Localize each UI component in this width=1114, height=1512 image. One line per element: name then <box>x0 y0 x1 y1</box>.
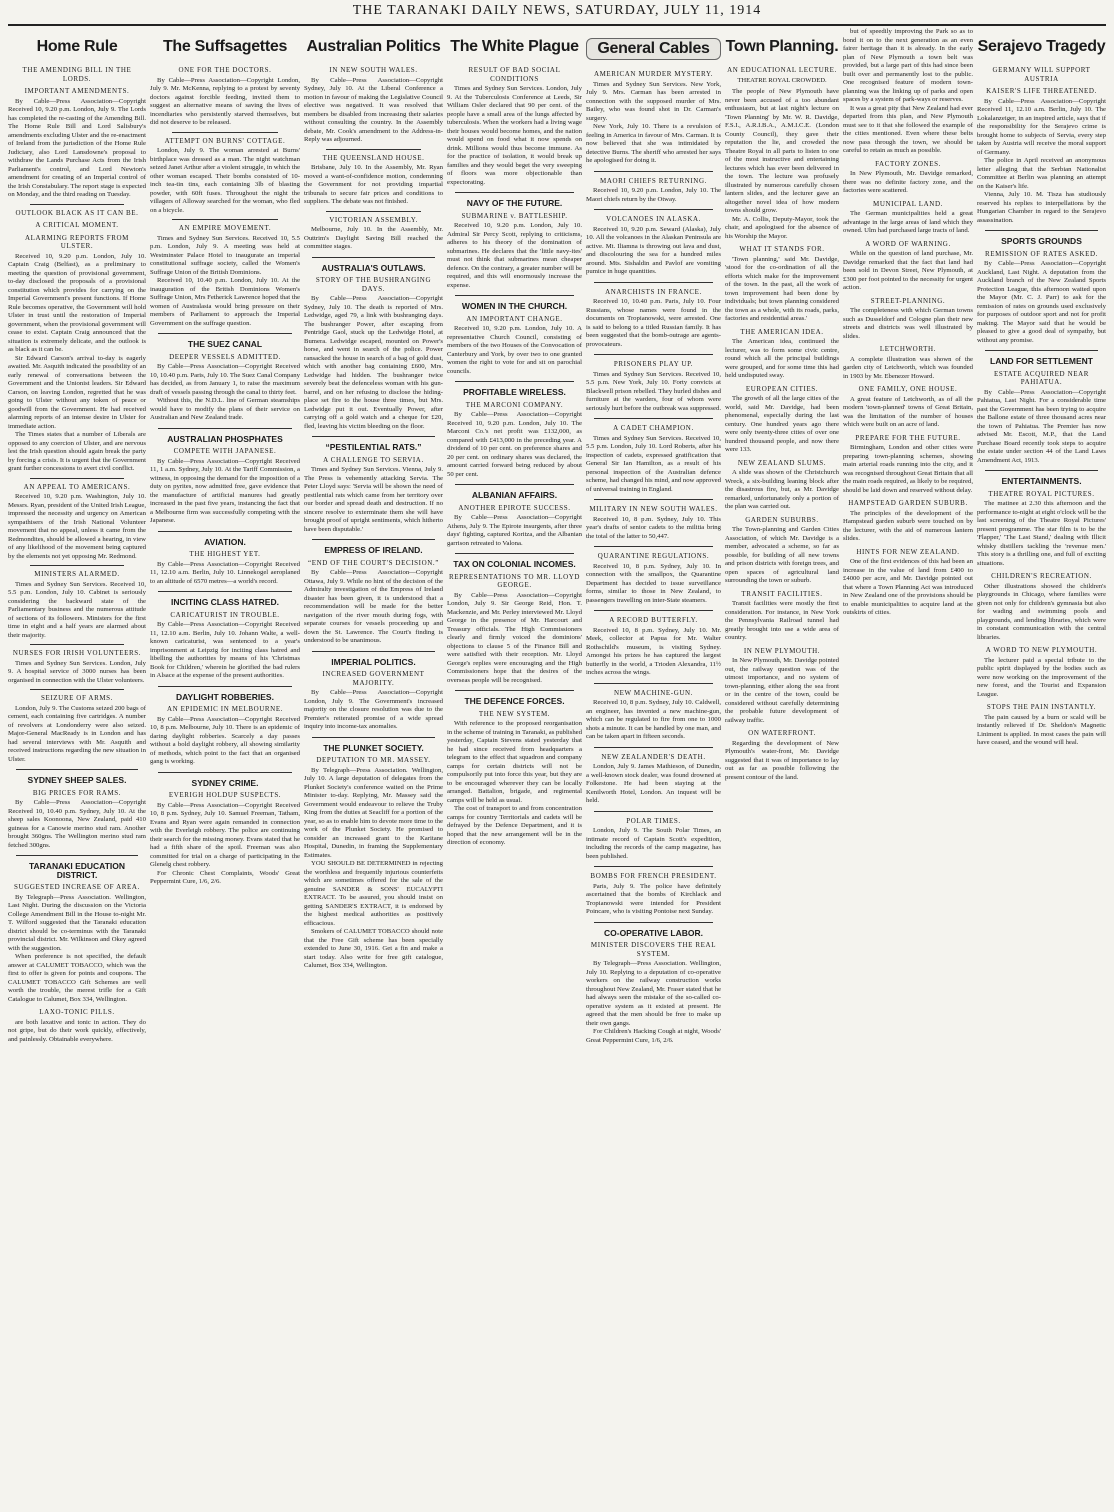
subheading: THE AMERICAN IDEA. <box>740 327 824 336</box>
subheading: HINTS FOR NEW ZEALAND. <box>856 547 960 556</box>
article-paragraph: Paris, July 9. The police have definitely ascertained that the bombs of Kirchlack and Tropianowski were intended for President Poincare, who is visiting Pontoise next Sunday. <box>586 882 721 915</box>
article-paragraph: Transit facilities were mostly the first consideration. For instance, in New York the Pennsylvania Railroad tunnel had greatly brought into use a wide area of country. <box>725 600 839 641</box>
divider <box>594 683 713 684</box>
article-paragraph: By Telegraph—Press Association. Wellington, Last Night. During the discussion on the Victoria College Amendment Bill in the House to-night Mr. T. Wilford suggested that the Taranaki education district should be co-terminus with the Taranaki provincial district. Mr. Wilkinson and Okey agreed with the suggestion. <box>8 893 146 952</box>
divider <box>594 171 713 172</box>
divider <box>312 436 435 437</box>
subheading: THEATRE ROYAL PICTURES. <box>988 489 1095 498</box>
article-paragraph: London, July 9. The Customs seized 200 bags of cement, each containing five cartridges. A number of revolvers at Londonderry were also seized. Major-General MacReady is in London and has had several interviews with Mr. Asquith and received instructions regarding the new situation in Ulster. <box>8 704 146 763</box>
column-1 <box>8 28 146 1506</box>
column-7 <box>843 28 973 1506</box>
masthead-rule <box>8 24 1106 26</box>
subheading: A WORD TO NEW PLYMOUTH. <box>985 646 1098 654</box>
article-paragraph: By Cable—Press Association—Copyright Received 11, 12.10 a.m. Berlin, July 10. Linnekogel aeroplaned to an altitude of 6570 metres—a world's record. <box>150 560 300 585</box>
article-paragraph: By Cable—Press Association—Copyright Received 11, 12.10 a.m. Berlin, July 10. The Lokalanzeiger, in an inspired article, says that if the responsibility for the Serajevo crime is brought home to subjects of Servia, every step taken by Austria will receive the moral support of Germany. <box>977 97 1106 156</box>
article-paragraph: By Cable—Press Association—Copyright Sydney, July 10. At the Liberal Conference a motion in favour of making the Legislative Council elective was negatived. It was resolved that members be disabled from increasing their salaries without consulting the country. In the Assembly debate, Mr. Cook's amendment to the Address-in-Reply was adjourned. <box>304 76 443 143</box>
divider <box>30 644 124 645</box>
subheading: VOLCANOES IN ALASKA. <box>605 215 702 223</box>
divider <box>16 769 138 770</box>
section-heading: WOMEN IN THE CHURCH. <box>461 301 568 311</box>
subheading: MUNICIPAL LAND. <box>873 199 943 208</box>
section-heading: INCITING CLASS HATRED. <box>171 597 279 607</box>
divider <box>312 737 435 738</box>
column-5 <box>586 28 721 1506</box>
subheading: TRANSIT FACILITIES. <box>741 589 823 598</box>
article-paragraph: The principles of the development of the Hampstead garden suburb were touched on by the lecturer, with the aid of numerous lantern slides. <box>843 509 973 542</box>
article-paragraph: The Town-planning and Garden Cities Association, of which Mr. Davidge is a member, advocated a scheme, so far as possible, for building of all new towns and prison districts with foreign trees, and open spaces of agricultural land surrounding the town or suburb. <box>725 526 839 584</box>
article-paragraph: Received 10, 8 p.m. Sydney, July 10. In connection with the smallpox, the Quarantine Department has decided to issue surveillance forms, similar to those in New Zealand, to passengers travelling on inter-State steamers. <box>586 562 721 604</box>
article-paragraph: By Cable—Press Association—Copyright Received 10, 9.20 p.m. London, July 10. The Marconi Co.'s net profit was £132,000, as compared with £413,000 in the preceding year. A dividend of 10 per cent. on preference shares and 20 per cent. on ordinary shares was declared, the amount carried forward being reduced by about 50 per cent. <box>447 411 582 478</box>
article-paragraph: Received 10, 9.20 p.m. London, July 10. The Maori chiefs return by the Otway. <box>586 187 721 203</box>
subheading: THE QUEENSLAND HOUSE. <box>322 153 425 162</box>
article-paragraph: By Cable—Press Association—Copyright London, July 9. Mr. McKenna, replying to a protest by seventy doctors against forcible feeding, invited them to suggest an alternative means of saving the lives of incendiaries who persistently starved themselves, but did not deserve to be released. <box>150 76 300 126</box>
subheading: STOPS THE PAIN INSTANTLY. <box>986 703 1097 711</box>
divider <box>30 689 124 690</box>
article-paragraph: By Cable—Press Association—Copyright London, July 9. Sir George Reid, Hon. T. Mackenzie, and Mr. Perley interviewed Mr. Lloyd George in the presence of Mr. Harcourt and Treasury officials. The High Commissioners clearly and firmly voiced the dominions' objections to clause 5 of the Finance Bill and were satisfied with their reception. Mr. Lloyd George's replies were encouraging and the High Commissioners hope that the desires of the overseas people will be recognised. <box>447 591 582 684</box>
subheading: ONE FOR THE DOCTORS. <box>178 66 272 74</box>
article-paragraph: Times and Sydney Sun Services. Received 10, 5.5 p.m. London, July 9. A meeting was held at Westminster Palace Hotel to inaugurate an imperial constitutional suffrage society, called the Women's Suffrage Union of the British Dominions. <box>150 234 300 276</box>
subheading: EUROPEAN CITIES. <box>745 384 819 393</box>
article-paragraph: By Cable—Press Association—Copyright London, July 9. The Government's increased majority on the closure resolution was due to the Premier's reiterated promise of a wide spread inquiry into income-tax anomalies. <box>304 689 443 730</box>
article-paragraph: By Cable—Press Association—Copyright Pahiatua, Last Night. For a considerable time past the Government has been trying to acquire the Ballone estate of three thousand acres near the town of Pahiatua. The Premier has now advised Mr. Escott, M.P., that the Land Purchase Board recently took steps to acquire the estate under section 44 of the Land Laws Amendment Act, 1913. <box>977 388 1106 464</box>
article-paragraph: Times and Sydney Sun Services. New York, July 9. Mrs. Carman has been arrested in connection with the supposed murder of Mrs. Bailey, who was found shot in Dr. Carman's surgery. <box>586 80 721 122</box>
column-headline: Home Rule <box>36 38 118 55</box>
divider <box>158 428 292 429</box>
article-paragraph: Times and Sydney Sun Services. Received 10, 5.5 p.m. New York, July 10. Forty convicts at Blackwell prison rebelled. They hurled dishes and furniture at the warders, four of whom were seriously hurt before the outbreak was suppressed. <box>586 370 721 412</box>
column-headline: General Cables <box>586 38 721 60</box>
article-paragraph: Received 10, 9.20 p.m. London, July 10. Admiral Sir Percy Scott, replying to criticisms, adheres to his theory of the domination of submarines. He declares that the 'little navy-ites' must not think that submarines mean cheaper defence. On the contrary, a greater number will be required, and this will enormously increase the expense. <box>447 222 582 289</box>
article-paragraph: The Times states that a number of Liberals are opposed to any coercion of Ulster, and are nervous lest the Irish question should again break the party by forcing a crisis. It is urgent that the Government grant further concessions to avert civil conflict. <box>8 431 146 472</box>
article-paragraph: Vienna, July 10. M. Tisza has studiously reserved his replies to interpellations by the Hungarian Chamber in regard to the Serajevo assassination. <box>977 191 1106 224</box>
article-paragraph: It was a great pity that New Zealand had ever departed from this plan, and New Plymouth must see to it that she followed the example of the cities mentioned. Even where these belts now pass through the town, we should be careful to retain as much as possible. <box>843 104 973 154</box>
subheading: A CADET CHAMPION. <box>613 424 694 432</box>
column-headline: Australian Politics <box>306 38 441 55</box>
article-paragraph: The growth of all the large cities of the world, said Mr. Davidge, had been phenomenal, especially during the last century. One hundred years ago there were only twenty-three cities of over one hundred thousand people, and now there were 133. <box>725 395 839 453</box>
section-heading: THE DEFENCE FORCES. <box>464 696 565 706</box>
divider <box>985 230 1098 231</box>
column-4 <box>447 28 582 1506</box>
divider <box>455 484 574 485</box>
section-heading: LAND FOR SETTLEMENT <box>990 356 1093 366</box>
subheading: LETCHWORTH. <box>879 345 937 353</box>
article-paragraph: By Telegraph—Press Association. Wellington, July 10. A large deputation of delegates from the Plunket Society's conference waited on the Prime Minister to-day. Replying, Mr. Massey said the Government would endeavour to relieve the Truby King from the duties at Seacliff for a portion of the year, so as to enable him to devote more time to the work of the Plunket Society. He promised to consider an increased grant to the Karitane Hospital, Dunedin, in framing the Supplementary Estimates. <box>304 766 443 859</box>
subheading: A CHALLENGE TO SERVIA. <box>323 455 424 464</box>
article-paragraph: Birmingham, London and other cities were preparing town-planning schemes, showing main arterial roads running into the city, and it was recognised throughout Great Britain that all the main roads required, as likely to be required, should be laid down and reserved without delay. <box>843 444 973 494</box>
article-paragraph: Times and Sydney Sun Services. London, July 9. A hospital service of 3000 nurses has been organised in connection with the Ulster volunteers. <box>8 659 146 684</box>
divider <box>326 149 421 150</box>
subheading: RESULT OF BAD SOCIAL CONDITIONS <box>468 66 561 83</box>
subheading: AN EMPIRE MOVEMENT. <box>178 224 272 232</box>
subheading: WHAT IT STANDS FOR. <box>739 245 825 253</box>
column-3 <box>304 28 443 1506</box>
divider <box>985 350 1098 351</box>
subheading: NEW MACHINE-GUN. <box>613 688 694 697</box>
subheading: STORY OF THE BUSHRANGING DAYS. <box>315 276 432 293</box>
section-heading: SPORTS GROUNDS <box>1001 236 1082 246</box>
subheading: ANARCHISTS IN FRANCE. <box>605 287 702 296</box>
article-paragraph: Times and Sydney Sun Services. London, July 9. At the Tuberculosis Conference at Leeds, Sir William Osler declared that 90 per cent. of the people have a small area of the lungs affected by tuberculosis. When the workers had a living wage their houses would become homes, and the nation would spend on food what it now spends on drink. Millions would thus become immune. As for the practice of isolation, it would break up families and they would beget the very sweeping of floors was more objectionable than expectorating. <box>447 85 582 186</box>
subheading: SUGGESTED INCREASE OF AREA. <box>14 883 140 891</box>
subheading: A CRITICAL MOMENT. <box>35 221 119 229</box>
subheading: AN IMPORTANT CHANGE. <box>466 314 563 323</box>
article-paragraph: YOU SHOULD BE DETERMINED in rejecting the worthless and frequently injurious counterfeits which are sometimes offered for the sale of the genuine SANDER & SONS' EUCALYPTI EXTRACT. To be assured, you should insist on getting SANDER'S EXTRACT, it is endorsed by the highest medical authorities as positively efficacious. <box>304 860 443 927</box>
article-paragraph: The German municipalities held a great advantage in the large areas of land which they owned. Ulm had purchased large tracts of land. <box>843 210 973 234</box>
subheading: GARDEN SUBURBS. <box>745 515 819 524</box>
article-paragraph: By Cable—Press Association—Copyright Received 10, 8 p.m. Melbourne, July 10. There is an epidemic of daring daylight robberies. Scarcely a day passes without a bold daylight robbery, all showing similarity of methods, which point to the fact that an organised gang is working. <box>150 715 300 765</box>
subheading: ON WATERFRONT. <box>748 729 816 737</box>
subheading: BIG PRICES FOR RAMS. <box>32 788 122 797</box>
subheading: ALARMING REPORTS FROM ULSTER. <box>25 233 129 250</box>
divider <box>594 747 713 748</box>
article-paragraph: Received 10, 8 p.m. Sydney, July 10. Mr. Meek, collector at Papua for Mr. Walter Rothschild's museum, is visiting Sydney. Amongst his prizes he has captured the largest butterfly in the world, a Trioden Alexandra, 11½ inches across the wings. <box>586 626 721 676</box>
article-paragraph: By Cable—Press Association—Copyright Ottawa, July 9. While no hint of the decision of the Admiralty investigation of the Empress of Ireland disaster has been given, it is understood that a recommendation will be made for the better navigation of the river mouth during fogs, with separate courses for vessels proceeding up and down the St. Lawrence. The Court's finding is understood to be unanimous. <box>304 569 443 644</box>
subheading: COMPETE WITH JAPANESE. <box>173 447 277 455</box>
subheading: ATTEMPT ON BURNS' COTTAGE. <box>164 136 286 145</box>
subheading: MAORI CHIEFS RETURNING. <box>600 176 707 185</box>
section-heading: AVIATION. <box>204 536 246 547</box>
subheading: CARICATURIST IN TROUBLE. <box>170 610 280 619</box>
article-paragraph: A slide was shown of the Christchurch Wreck, a six-building leaning block after the disastrous fire, but, as Mr. Davidge remarked, unfortunately only a portion of the plan was carried out. <box>725 469 839 510</box>
article-paragraph: Received 10, 9.20 p.m. Seward (Alaska), July 10. All the volcanoes in the Alaskan Peninsula are active. Mt. Iliamna is throwing out lava and dust, and discolouring the sea for a hundred miles around. Mts. Sishaldin and Pavlof are vomiting pumice in huge quantities. <box>586 225 721 275</box>
divider <box>455 690 574 691</box>
subheading: IN NEW SOUTH WALES. <box>329 66 418 74</box>
column-headline: The White Plague <box>450 38 579 55</box>
subheading: MINISTERS ALARMED. <box>34 570 120 578</box>
divider <box>158 531 292 532</box>
subheading: THE AMENDING BILL IN THE LORDS. <box>22 66 132 83</box>
divider <box>985 470 1098 471</box>
article-paragraph: A complete illustration was shown of the garden city of Letchworth, which was founded in 1903 by Mr. Ebenezer Howard. <box>843 355 973 380</box>
subheading: QUARANTINE REGULATIONS. <box>597 552 710 560</box>
article-paragraph: Received 10, 8 p.m. Sydney, July 10. This year's drafts of senior cadets to the militia bring the total of the latter to 50,447. <box>586 515 721 540</box>
divider <box>16 855 138 856</box>
subheading: SUBMARINE v. BATTLESHIP. <box>461 211 568 220</box>
subheading: THE MARCONI COMPANY. <box>465 400 564 409</box>
subheading: FACTORY ZONES. <box>875 159 941 168</box>
subheading: A WORD OF WARNING. <box>865 239 951 248</box>
article-paragraph: Melbourne, July 10. In the Assembly, Mr. Outtrim's Daylight Saving Bill reached the committee stages. <box>304 226 443 250</box>
divider <box>594 866 713 867</box>
article-paragraph: In New Plymouth, Mr. Davidge remarked, there was no definite factory zone, and the factories were scattered. <box>843 170 973 194</box>
subheading: EVERIGH HOLDUP SUSPECTS. <box>168 791 282 799</box>
article-paragraph: For Children's Hacking Cough at night, Woods' Great Peppermint Cure, 1/6, 2/6. <box>586 1028 721 1044</box>
divider <box>455 295 574 296</box>
subheading: THE NEW SYSTEM. <box>478 709 551 718</box>
divider <box>172 132 278 133</box>
subheading: THE HIGHEST YET. <box>189 550 261 558</box>
article-paragraph: The people of New Plymouth have never been accused of a too abundant enthusiasm, but at last night's lecture on 'Town Planning' by Mr. W. R. Davidge, F.S.I., A.R.I.B.A., A.M.I.C.E. (London County Council), they gave their reputation the lie, and crowded the Theatre Royal in all parts to listen to one of the most instructive and entertaining lectures which has ever been delivered in the town. The lecture was profusely illustrated by numerous carefully chosen lantern slides, and the lecturer gave an altogether novel idea of how modern towns should grow. <box>725 88 839 214</box>
subheading: MILITARY IN NEW SOUTH WALES. <box>589 505 718 513</box>
divider <box>594 546 713 547</box>
subheading: REMISSION OF RATES ASKED. <box>984 249 1099 258</box>
section-heading: ENTERTAINMENTS. <box>1001 476 1082 486</box>
section-heading: TARANAKI EDUCATION DISTRICT. <box>28 861 125 880</box>
article-paragraph: Smokers of CALUMET TOBACCO should note that the Free Gift scheme has been specially extended to June 30, 1916. Get a fin and make a start today. Also write for free gift catalogue, Calumet, Box 334, Wellington. <box>304 928 443 969</box>
subheading: ANOTHER EPIROTE SUCCESS. <box>458 503 571 512</box>
subheading: NEW ZEALANDER'S DEATH. <box>601 752 706 761</box>
article-paragraph: A great feature of Letchworth, as of all the modern 'town-planned' towns of Great Britain, was the limitation of the number of houses which were built on an acre of land. <box>843 395 973 428</box>
divider <box>312 257 435 258</box>
column-8 <box>977 28 1106 1506</box>
divider <box>30 565 124 566</box>
article-paragraph: The matinee at 2.30 this afternoon and the performance to-night at eight o'clock will be the last screening of the Theatre Royal Pictures' present programme. The star film is to be the 'Flapper,' 'The Last Stand,' dealing with Illicit whisky distillers tackling the 'revenue men.' This story is a thrilling one, and full of exciting situations. <box>977 500 1106 567</box>
subheading: AN EPIDEMIC IN MELBOURNE. <box>166 705 284 713</box>
article-paragraph: Regarding the development of New Plymouth's water-front, Mr. Davidge suggested that it was of importance to lay out as far as possible following the present contour of the land. <box>725 739 839 781</box>
subheading: BOMBS FOR FRENCH PRESIDENT. <box>590 872 717 880</box>
article-paragraph: Without this, the N.D.L. line of German steamships would have to modify the plans of their service on Australian and New Zealand trade. <box>150 397 300 421</box>
subheading: NEW ZEALAND SLUMS. <box>737 458 827 467</box>
article-paragraph: By Cable—Press Association—Copyright Received 11, 12.10 a.m. Berlin, July 10. Johann Walte, a well-known caricaturist, was sentenced to a year's imprisonment at Leipzig for inciting class hatred and libelling the authorities by means of his 'Christmas Book for Children,' wherein he glorified the bad rulers in Alsace at the expense of the present authorities. <box>150 621 300 679</box>
article-paragraph: One of the first evidences of this had been an increase in the value of land from £400 to £4000 per acre, and Mr. Davidge pointed out that where a Town Planning Act was introduced in New Zealand one of the provisions should be to enable municipalities to acquire land at the outskirts of cities. <box>843 558 973 616</box>
divider <box>455 553 574 554</box>
article-paragraph: By Cable—Press Association—Copyright Auckland, Last Night. A deputation from the Auckland branch of the New Zealand Sports Protection League, this afternoon waited upon the Mayor (Mr. C. J. Parr) to ask for the remission of rates on grounds used exclusively for purposes of outdoor sport and not for profit making. The Mayor said that he would be pleased to give a good deal of sympathy, but without any promise. <box>977 260 1106 344</box>
subheading: HAMPSTEAD GARDEN SUBURB. <box>848 499 968 507</box>
subheading: IMPORTANT AMENDMENTS. <box>24 87 130 95</box>
subheading: STREET-PLANNING. <box>870 296 946 305</box>
divider <box>172 219 278 220</box>
divider <box>594 418 713 419</box>
article-paragraph: By Cable—Press Association—Copyright Athens, July 9. The Epirote insurgents, after three days' fighting, captured Koritza, and the Albanian garrison retreated to Valona. <box>447 514 582 547</box>
section-heading: PROFITABLE WIRELESS. <box>463 387 566 397</box>
article-paragraph: London, July 9. James Mathieson, of Dunedin, a well-known stock dealer, was found drowned at Folkestone. He had been staying at the Kenilworth Hotel, London. An inquest will be held. <box>586 763 721 804</box>
subheading: PRISONERS PLAY UP. <box>613 360 694 368</box>
divider <box>594 282 713 283</box>
section-heading: THE PLUNKET SOCIETY. <box>323 742 424 753</box>
section-heading: THE SUEZ CANAL <box>187 339 263 349</box>
column-6 <box>725 28 839 1506</box>
article-paragraph: Received 10, 8 p.m. Sydney, July 10. Caldwell, an engineer, has invented a new machine-gun, which can be regulated to fire from one to 1000 shots a minute. It can be handled by one man, and can be taken apart in fifteen seconds. <box>586 699 721 740</box>
subheading: ONE FAMILY, ONE HOUSE. <box>858 385 958 393</box>
article-paragraph: 'Town planning,' said Mr. Davidge, 'stood for the co-ordination of all the efforts which make for the improvement of the town. In the past, all the work of town improvement had been done by individuals; but town planning considered the town as a whole, with its roads, parks, factories and residential areas.' <box>725 255 839 322</box>
section-heading: TAX ON COLONIAL INCOMES. <box>453 559 576 569</box>
article-paragraph: Brisbane, July 10. In the Assembly, Mr. Ryan moved a want-of-confidence motion, condemning the Government for not providing impartial tribunals to secure fair prices and conditions to suppliers. The debate was not finished. <box>304 164 443 205</box>
article-paragraph: While on the question of land purchase, Mr. Davidge remarked that the fact that land had been sold in Devon Street, New Plymouth, at £300 per foot pointed to the necessity for urgent action. <box>843 250 973 291</box>
divider <box>158 333 292 334</box>
column-2 <box>150 28 300 1506</box>
section-heading: CO-OPERATIVE LABOR. <box>603 927 703 938</box>
subheading: MINISTER DISCOVERS THE REAL SYSTEM. <box>590 941 717 958</box>
article-paragraph: London, July 9. The woman arrested at Burns' birthplace was dressed as a man. The night watchman seized Janet Arthur after a violent struggle, in which the other woman escaped. Their bombs consisted of 10-inch tea-tin tins, each containing 3lb of blasting powder, with 60ft fuses. Throughout the night the villagers of Alloway searched for the woman, who fled on a bicycle. <box>150 147 300 214</box>
divider <box>594 922 713 923</box>
subheading: PREPARE FOR THE FUTURE. <box>855 433 961 442</box>
subheading: IN NEW PLYMOUTH. <box>743 646 821 655</box>
article-paragraph: The lecturer paid a special tribute to the public spirit displayed by the bodies such as were now working on the improvement of the new forest, and the Tourist and Expansion League. <box>977 656 1106 698</box>
article-paragraph: For Chronic Chest Complaints, Woods' Great Peppermint Cure, 1/6, 2/6. <box>150 869 300 885</box>
article-paragraph: With reference to the proposed reorganisation in the scheme of training in Taranaki, as published yesterday, Captain Stevens stated yesterday that he had since received from headquarters a telegram to the effect that squadron and company camps for certain districts will not be compulsorily put into force this year, but they are to be encouraged wherever they can be locally arranged. Battalion, brigade, and regimental camps will be held as usual. <box>447 720 582 804</box>
divider <box>594 209 713 210</box>
article-paragraph: By Cable—Press Association—Copyright Received 10, 8 p.m. Sydney, July 10. Samuel Freeman, Tatham, Evans and Ryan were again remanded in connection with the Everleigh robbery. The police are continuing their search for the missing money. Evans stated that he had a fifth share of the spoil. Freeman was also committed for trial on a charge of participating in the Glenelg chest robbery. <box>150 801 300 868</box>
subheading: KAISER'S LIFE THREATENED. <box>986 87 1097 95</box>
section-heading: ALBANIAN AFFAIRS. <box>471 490 558 500</box>
divider <box>455 192 574 193</box>
article-paragraph: By Cable—Press Association—Copyright Received 10, 10.40 p.m. Paris, July 10. The Suez Canal Company has decided, as from January 1, to raise the maximum draft of vessels passing through the canal to thirty feet. <box>150 363 300 396</box>
subheading: GERMANY WILL SUPPORT AUSTRIA <box>992 66 1091 83</box>
article-paragraph: are both laxative and tonic in action. They do not gripe, but do their work quickly, effectively, and painlessly. Obtainable everywhere. <box>8 1018 146 1043</box>
section-heading: SYDNEY CRIME. <box>191 777 259 788</box>
subheading: A RECORD BUTTERFLY. <box>609 616 698 624</box>
divider <box>312 651 435 652</box>
section-heading: AUSTRALIA'S OUTLAWS. <box>321 262 426 273</box>
divider <box>30 478 124 479</box>
divider <box>594 811 713 812</box>
article-paragraph: Received 10, 10.40 p.m. London, July 10. At the inauguration of the British Dominions Women's Suffrage Union, Mrs Fetherick Lawrence hoped that the women of Australasia would bring pressure on their members of Parliament to approach the Imperial Government on the suffrage question. <box>150 277 300 327</box>
article-paragraph: Mr. A. Collis, Deputy-Mayor, took the chair, and apologised for the absence of his Worship the Mayor. <box>725 215 839 240</box>
subheading: INCREASED GOVERNMENT MAJORITY. <box>322 670 425 687</box>
divider <box>158 591 292 592</box>
section-heading: IMPERIAL POLITICS. <box>331 656 416 667</box>
article-paragraph: By Cable—Press Association—Copyright Sydney, July 10. The death is reported of Mrs. Ledwidge, aged 79, a link with bushranging days. The bushranger Power, after escaping from Pentridge Gaol, stuck up the Ledwidge Hotel, at Bumera. Ledwidge escaped, mounted on Power's horse, and went in search of the police. Power ransacked the house in search of a bag of gold dust, which with another bag containing £600, Mrs. Ledwidge had hidden. The bushranger twice severely beat the defenceless woman with his gun-barrel, and on her refusing to disclose the hiding-place set fire to the house three times, but Mrs. Ledwidge put it out. Eventually Power, after carrying off a gold watch and a cheque for £20, fled, leaving his victim bleeding on the floor. <box>304 295 443 430</box>
article-paragraph: London, July 9. The South Polar Times, an intimate record of Captain Scott's expedition, including the records of the camp magazine, has been published. <box>586 827 721 860</box>
article-paragraph: Times and Sydney Sun Services. Received 10, 5.5 p.m. London, July 10. Lord Roberts, after his inspection of cadets, expressed gratification that General Sir Ian Hamilton, as a result of his personal inspection of the Australian defence scheme, had changed his mind, and now approved of universal training in England. <box>586 434 721 493</box>
article-paragraph: The cost of transport to and from concentration camps for country Territorials and cadets will be defrayed by the Defence Department, and it is hoped that the new arrangement will be in the direction of economy. <box>447 805 582 846</box>
subheading: POLAR TIMES. <box>626 816 681 825</box>
divider <box>158 686 292 687</box>
subheading: SEIZURE OF ARMS. <box>40 694 114 702</box>
section-heading: AUSTRALIAN PHOSPHATES <box>167 433 283 444</box>
divider <box>30 204 124 205</box>
subheading: AN APPEAL TO AMERICANS. <box>23 482 131 491</box>
divider <box>594 610 713 611</box>
article-paragraph: The completeness with which German towns such as Dusseldorf and Cologne plan their new streets and districts was well illustrated by slides. <box>843 307 973 340</box>
article-paragraph: Received 10, 9.20 p.m. Washington, July 10. Messrs. Ryan, president of the United Irish League, impressed the necessity and urgency on American sympathisers of the Irish National Volunteer movement that no appeal, unless it came from the Redmondites, should be allowed a hearing, in view of any likelihood of the movement being captured by the elements not yet opposing Mr. Redmond. <box>8 493 146 560</box>
article-paragraph: Times and Sydney Sun Services. Vienna, July 9. The Press is vehemently attacking Servia. The Peter Lloyd says: 'Servia will be shown the need of pestilential rats which came from her territory over our border and spread death and destruction. If no sincere resolve to exterminate them she will have brought proof of upright sentiments, which hitherto have been disputable.' <box>304 466 443 533</box>
divider <box>455 381 574 382</box>
divider <box>594 499 713 500</box>
column-headline: The Suffsagettes <box>162 38 288 55</box>
divider <box>326 211 421 212</box>
article-paragraph: The American idea, continued the lecturer, was to form some civic centre, round which all the principal buildings were grouped, and for some time this had held undisputed sway. <box>725 338 839 379</box>
article-paragraph: When preference is not specified, the default answer at CALUMET TOBACCO, which was the first to offer is given for points and coupons. The CALUMET TOBACCO Gift Schemes are well worth the trouble, the merest trifle for a Gift Catalogue to Calumet, Box 334, Wellington. <box>8 953 146 1003</box>
article-paragraph: By Cable—Press Association—Copyright Received 10, 9.20 p.m. London, July 9. The Lords has completed the re-casting of the Amending Bill. The Home Rule Bill and Lord Salisbury's amendments excluding Ulster and the re-enactment of Ireland from the jurisdiction of the Home Rule Judiciary, also Lord Lansdowne's proposal to withdraw the Lands Purchase Acts from the Irish Parliament's control, and Lord Newton's amendment for creating of an Imperial control of the Irish Constabulary. The report stage is expected on Monday, and the third reading on Tuesday. <box>8 97 146 198</box>
article-paragraph: Received 10, 9.20 p.m. London, July 10. Captain Craig (Belfast), as a preliminary to meeting the question of provisional government, to-day disclosed the proposals of a provisional constitution which provides for carrying on the Imperial Government's present functions. If Home Rule becomes operative, the Government will hold Ulster in trust until the restoration of Imperial government, when the provisional government will cease to exist. Captain Craig announced that the situation is extremely delicate, and the outlook is as black as it can be. <box>8 252 146 353</box>
article-paragraph: Other illustrations showed the children's playgrounds in Chicago, where families were given not only for children's gymnasia but also for wading and swimming pools and playgrounds, and lending libraries, which were in constant communication with the central libraries. <box>977 582 1106 641</box>
subheading: AMERICAN MURDER MYSTERY. <box>593 70 714 78</box>
section-heading: NAVY OF THE FUTURE. <box>466 198 563 208</box>
subheading: “END OF THE COURT'S DECISION.” <box>308 558 439 567</box>
article-paragraph: By Cable—Press Association—Copyright Received 10, 10.40 p.m. Sydney, July 10. At the sheep sales Koonoona, New Zealand, paid 410 guineas for a Canowie merino stud ram. Another brought 360gns. The Wellington merino stud ram fetched 300gns. <box>8 799 146 849</box>
subheading: DEPUTATION TO MR. MASSEY. <box>316 756 431 764</box>
article-paragraph: The police in April received an anonymous letter alleging that the Serbian Nationalist Committee at Berlin was planning an attempt on the Kaiser's life. <box>977 157 1106 190</box>
divider <box>158 772 292 773</box>
column-headline: Town Planning. <box>725 38 839 55</box>
subheading: VICTORIAN ASSEMBLY. <box>329 215 418 224</box>
article-paragraph: Received 10, 9.20 p.m. London, July 10. A representative Church Council, consisting of members of the two Houses of the Convocation of Canterbury and York, by over two to one granted women the right to vote for and sit on parochial councils. <box>447 325 582 375</box>
article-paragraph: The pain caused by a burn or scald will be instantly relieved if Dr. Sheldon's Magnetic Liniment is applied. In most cases the pain will have ceased, and the wound will heal. <box>977 713 1106 746</box>
divider <box>312 539 435 540</box>
article-paragraph: By Telegraph—Press Association. Wellington, July 10. Replying to a deputation of co-operative workers on the railway construction works throughout New Zealand, Mr. Fraser stated that he had always seen the mistake of the so-called co-operative system as it existed at present. He agreed that the men should be free to make up their own gangs. <box>586 960 721 1027</box>
article-paragraph: By Cable—Press Association—Copyright Received 11, 1 a.m. Sydney, July 10. At the Tariff Commission, a witness, in opposing the demand for the imposition of a duty on pyrites, now admitted free, gave evidence that the manufacture of artificial manures had greatly increased in the past five years, instancing the fact that a Melbourne firm was successfully competing with the Japanese. <box>150 457 300 524</box>
section-heading: EMPRESS OF IRELAND. <box>324 545 423 555</box>
subheading-secondary: THEATRE ROYAL CROWDED. <box>737 76 827 84</box>
article-paragraph: Received 10, 10.40 p.m. Paris, July 10. Four Russians, whose names were found in the documents on Tropianowski, were arrested. One is said to belong to a titled Russian family. It has been suggested that the bomb-outrage are agents-provocateurs. <box>586 298 721 348</box>
section-heading: SYDNEY SHEEP SALES. <box>27 775 127 785</box>
article-paragraph: Sir Edward Carson's arrival to-day is eagerly awaited. Mr. Asquith indicated the possibility of an early renewal of conversations between the Government and the Unionist leaders. Sir Edward Carson, on leaving London, regretted that he was going to Ulster without any token of peace or goodwill from the Government. He had received alarming reports of an intense desire in Ulster for immediate action. <box>8 354 146 430</box>
section-heading: DAYLIGHT ROBBERIES. <box>176 691 274 702</box>
column-headline: Serajevo Tragedy <box>977 38 1106 55</box>
subheading: REPRESENTATIONS TO MR. LLOYD GEORGE. <box>448 572 581 589</box>
article-paragraph: but of speedily improving the Park so as to bond it on to the next generation as an even fairer heritage than it is already. In the early plan of New Plymouth a town belt was provided, but a large part of this had since been built over and permanently lost to the public. One recognised feature of modern town-planning was the linking up of parks and open spaces by a system of park-ways or reserves. <box>843 28 973 103</box>
subheading: LAXO-TONIC PILLS. <box>39 1008 115 1016</box>
divider <box>594 354 713 355</box>
article-paragraph: New York, July 10. There is a revulsion of feeling in America in favour of Mrs. Carman. It is now believed that she was intimidated by detective Burns. The sheriff who arrested her says he apologised for doing it. <box>586 123 721 164</box>
subheading: NURSES FOR IRISH VOLUNTEERS. <box>12 649 142 657</box>
article-paragraph: In New Plymouth, Mr. Davidge pointed out, the railway question was of the utmost importance, and no system of town-planning, either along the sea front or in the centre of the town, could be considered without carefully determining the probable future development of railway traffic. <box>725 657 839 724</box>
subheading: DEEPER VESSELS ADMITTED. <box>169 352 281 361</box>
subheading: CHILDREN'S RECREATION. <box>991 572 1092 580</box>
subheading: ESTATE ACQUIRED NEAR PAHIATUA. <box>993 369 1090 386</box>
section-heading: “PESTILENTIAL RATS.” <box>325 442 422 452</box>
subheading: OUTLOOK BLACK AS IT CAN BE. <box>15 208 139 217</box>
article-paragraph: Times and Sydney Sun Services. Received 10, 5.5 p.m. London, July 10. Cabinet is seriously considering the backward state of the Parliamentary business and the numerous attitude of sections of its followers. Ministers for the first time in eight and a half years are alarmed about their majority. <box>8 580 146 639</box>
subheading: AN EDUCATIONAL LECTURE. <box>727 66 837 74</box>
masthead: THE TARANAKI DAILY NEWS, SATURDAY, JULY 11, 1914 <box>352 3 762 18</box>
